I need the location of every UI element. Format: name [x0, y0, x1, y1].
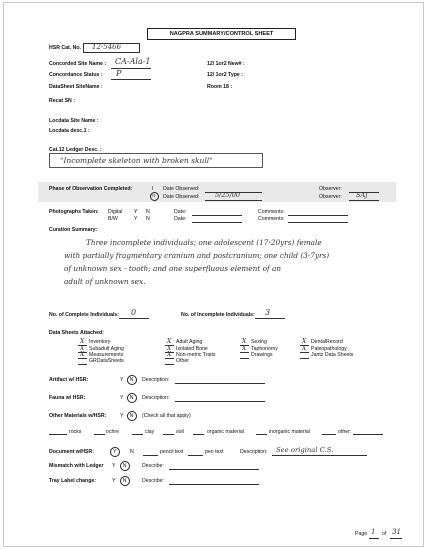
artifact-desc-label: Description: — [142, 377, 170, 383]
datasheet-item-label: DentalRecord — [311, 339, 343, 345]
datasheet-item-label: Non-metric Traits — [176, 352, 216, 358]
datasheet-check-line[interactable] — [78, 364, 87, 365]
photo-date-1-line[interactable] — [192, 215, 242, 216]
photographs-label: Photographs Taken: — [49, 209, 99, 215]
datasheet-check-mark: X — [80, 338, 85, 345]
datasheet-check-line[interactable] — [78, 358, 87, 359]
datasheet-item-label: Adult Aging — [176, 339, 203, 345]
datasheet-item-label: Inventory — [89, 339, 111, 345]
datasheet-item-label: Jantz Data Sheets — [311, 352, 354, 358]
page-label: Page — [355, 531, 368, 537]
organic-check-line[interactable] — [193, 434, 204, 435]
pen-text-label: pen text — [205, 449, 224, 455]
other-materials-n-circle[interactable] — [127, 411, 137, 421]
datasheets-label: Data Sheets Attached: — [49, 330, 104, 336]
of-label: of — [382, 531, 387, 537]
datasheet-site-label: DataSheet SiteName : — [49, 84, 103, 90]
pencil-check-line[interactable] — [143, 455, 158, 456]
document-desc-label: Description: — [240, 449, 268, 455]
datasheet-check-line[interactable] — [300, 358, 309, 359]
mismatch-label: Mismatch with Ledger — [49, 463, 104, 469]
organic-label: organic material — [207, 429, 244, 435]
complete-individuals-value: 0 — [131, 308, 137, 317]
concordance-status-label: Concordance Status : — [49, 72, 103, 78]
rocks-check-line[interactable] — [49, 434, 67, 435]
artifact-label: Artifact w/ HSR: — [49, 377, 89, 383]
datasheet-check-mark: X — [167, 351, 172, 358]
mismatch-describe-label: Describe: — [142, 463, 164, 469]
hsr-cat-value: 12-5466 — [92, 43, 122, 51]
mismatch-n-circle[interactable] — [120, 461, 130, 471]
other-materials-n: N — [129, 413, 134, 420]
fauna-n: N — [129, 395, 134, 402]
artifact-y[interactable]: Y — [120, 377, 124, 383]
observer-2-label: Observer: — [319, 194, 342, 200]
observer-1-label: Observer: — [319, 186, 342, 192]
artifact-desc-line[interactable] — [175, 383, 265, 384]
other-text-line[interactable] — [353, 434, 383, 435]
pen-check-line[interactable] — [188, 455, 203, 456]
document-desc-value: See original C.S. — [276, 446, 334, 454]
other-label: other: — [338, 429, 352, 435]
curation-line-2: with partially fragmentary cranium and postcranium; one child (3-7yrs) — [64, 251, 330, 260]
document-n[interactable]: N — [130, 449, 134, 455]
soil-label: soil — [176, 429, 184, 435]
photo-date-1-label: Date: — [174, 209, 187, 215]
document-label: Document w/HSR: — [49, 449, 94, 455]
phase-opt1[interactable]: I — [152, 186, 154, 192]
ledger-desc-box[interactable] — [49, 153, 263, 168]
concorded-site-label: Concorded Site Name : — [49, 61, 107, 67]
inorganic-label: inorganic material — [269, 429, 310, 435]
page-title: NAGPRA SUMMARY/CONTROL SHEET — [169, 31, 274, 37]
inorganic-check-line[interactable] — [256, 434, 267, 435]
photo-date-2-line[interactable] — [192, 222, 242, 223]
concorded-site-value: CA-Ala-1 — [115, 57, 151, 66]
photo-comments-2-label: Comments: — [258, 216, 285, 222]
pencil-text-label: pencil text — [160, 449, 184, 455]
concordance-status-line — [111, 79, 151, 80]
hsr-cat-label: HSR Cat. No. : — [49, 45, 85, 51]
or2-type-label: 12/ 1or2 Type : — [207, 72, 243, 78]
phase-label: Phase of Observation Completed: — [49, 186, 133, 192]
datasheet-check-mark: X — [80, 351, 85, 358]
datasheet-item-label: Sexing — [251, 339, 267, 345]
incomplete-individuals-label: No. of Incomplete Individuals: — [181, 312, 255, 318]
page-value: 1 — [371, 528, 376, 536]
datasheet-check-mark: X — [167, 345, 172, 352]
tray-label: Tray Label change: — [49, 478, 96, 484]
date-observed-1-label: Date Observed: — [163, 186, 200, 192]
datasheet-check-line[interactable] — [165, 364, 174, 365]
fauna-n-circle[interactable] — [127, 393, 137, 403]
datasheet-item-label: Paleopathology — [311, 346, 347, 352]
datasheet-check-line[interactable] — [165, 358, 174, 359]
curation-line-3: of unknown sex - tooth; and one superfluous element of an — [64, 264, 282, 273]
datasheet-item-label: Isolated Bone — [176, 346, 208, 352]
datasheet-item-label: Measurements — [89, 352, 124, 358]
other-materials-label: Other Materials w/HSR: — [49, 413, 107, 419]
locdata-site-label: Locdata Site Name : — [49, 118, 99, 124]
total-line — [390, 538, 402, 539]
observer-2-value: SAJ — [356, 191, 368, 199]
photo-bw-n[interactable]: N — [146, 216, 150, 222]
photo-date-2-label: Date: — [174, 216, 187, 222]
document-y: Y — [113, 449, 117, 456]
photo-digital-n[interactable]: N — [146, 209, 150, 215]
photo-bw-y[interactable]: Y — [134, 216, 138, 222]
mismatch-n: N — [122, 463, 127, 470]
clay-check-line[interactable] — [132, 434, 143, 435]
curation-line-4: adult of unknown sex. — [64, 277, 146, 286]
locdata-desc-label: Locdata desc.1 : — [49, 128, 90, 134]
concordance-status-value: P — [116, 69, 122, 78]
datasheet-check-mark: X — [242, 345, 247, 352]
document-desc-line[interactable] — [272, 455, 367, 456]
datasheet-check-line[interactable] — [240, 352, 249, 353]
fauna-desc-label: Description: — [142, 395, 170, 401]
other-check-line[interactable] — [322, 434, 336, 435]
photo-digital-label: Digital — [108, 209, 123, 215]
other-materials-note: (Check all that apply) — [142, 413, 191, 419]
title-box — [147, 28, 296, 40]
recat-sn-label: Recat SN : — [49, 98, 75, 104]
date-observed-2-value: 5/25/00 — [215, 191, 241, 199]
curation-line-1: Three incomplete individuals; one adolescent (17-20yrs) female — [86, 238, 322, 247]
phase-opt2: II — [152, 193, 155, 199]
fauna-y[interactable]: Y — [120, 395, 124, 401]
tray-describe-line[interactable] — [169, 484, 259, 485]
tray-y[interactable]: Y — [112, 478, 116, 484]
date-observed-2-label: Date Observed: — [163, 194, 200, 200]
clay-label: clay — [145, 429, 155, 435]
datasheet-check-mark: X — [80, 345, 85, 352]
datasheet-check-mark: X — [302, 338, 307, 345]
fauna-label: Fauna w/ HSR: — [49, 395, 86, 401]
complete-individuals-label: No. of Complete Individuals: — [49, 312, 120, 318]
tray-n-circle[interactable] — [120, 476, 130, 486]
incomplete-individuals-value: 3 — [265, 308, 271, 317]
soil-check-line[interactable] — [163, 434, 174, 435]
rocks-label: rocks — [69, 429, 82, 435]
mismatch-y[interactable]: Y — [112, 463, 116, 469]
ochre-check-line[interactable] — [94, 434, 105, 435]
photo-comments-1-label: Comments: — [258, 209, 285, 215]
ochre-label: ochre — [106, 429, 119, 435]
other-materials-y[interactable]: Y — [120, 413, 124, 419]
datasheet-check-line[interactable] — [300, 352, 309, 353]
artifact-n: N — [129, 377, 134, 384]
datasheet-check-line[interactable] — [240, 358, 249, 359]
incomplete-individuals-line[interactable] — [255, 318, 285, 319]
ledger-desc-label: Cat.12 Ledger Desc. : — [49, 147, 102, 153]
ledger-desc-value: "Incomplete skeleton with broken skull" — [60, 156, 213, 165]
photo-digital-y[interactable]: Y — [134, 209, 138, 215]
curation-summary-label: Curation Summary: — [49, 227, 98, 233]
datasheet-item-label: Drawings — [251, 352, 273, 358]
datasheet-check-mark: X — [242, 338, 247, 345]
or2-new-label: 12/ 1or2 New# : — [207, 61, 245, 67]
artifact-n-circle[interactable] — [127, 375, 137, 385]
total-value: 31 — [392, 528, 401, 536]
tray-describe-label: Describe: — [142, 478, 164, 484]
tray-n: N — [122, 478, 127, 485]
fauna-desc-line[interactable] — [175, 401, 265, 402]
datasheet-check-mark: X — [167, 338, 172, 345]
photo-bw-label: B/W — [108, 216, 118, 222]
phase-opt2-circle[interactable] — [150, 192, 159, 201]
photo-comments-1-line[interactable] — [288, 215, 348, 216]
datasheet-item-label: Subadult Aging — [89, 346, 124, 352]
document-y-circle[interactable] — [110, 447, 120, 457]
photo-comments-2-line[interactable] — [288, 222, 348, 223]
date-observed-2-line[interactable] — [205, 200, 262, 201]
datasheet-item-label: GRDataSheets — [89, 358, 124, 364]
page-line — [369, 538, 379, 539]
hsr-cat-box[interactable] — [83, 43, 140, 53]
complete-individuals-line[interactable] — [119, 318, 149, 319]
datasheet-item-label: Taphonomy — [251, 346, 278, 352]
datasheet-item-label: Other — [176, 358, 189, 364]
observer-2-line[interactable] — [349, 200, 379, 201]
room18-label: Room 18 : — [207, 84, 233, 90]
datasheet-check-mark: X — [302, 345, 307, 352]
mismatch-describe-line[interactable] — [169, 469, 259, 470]
